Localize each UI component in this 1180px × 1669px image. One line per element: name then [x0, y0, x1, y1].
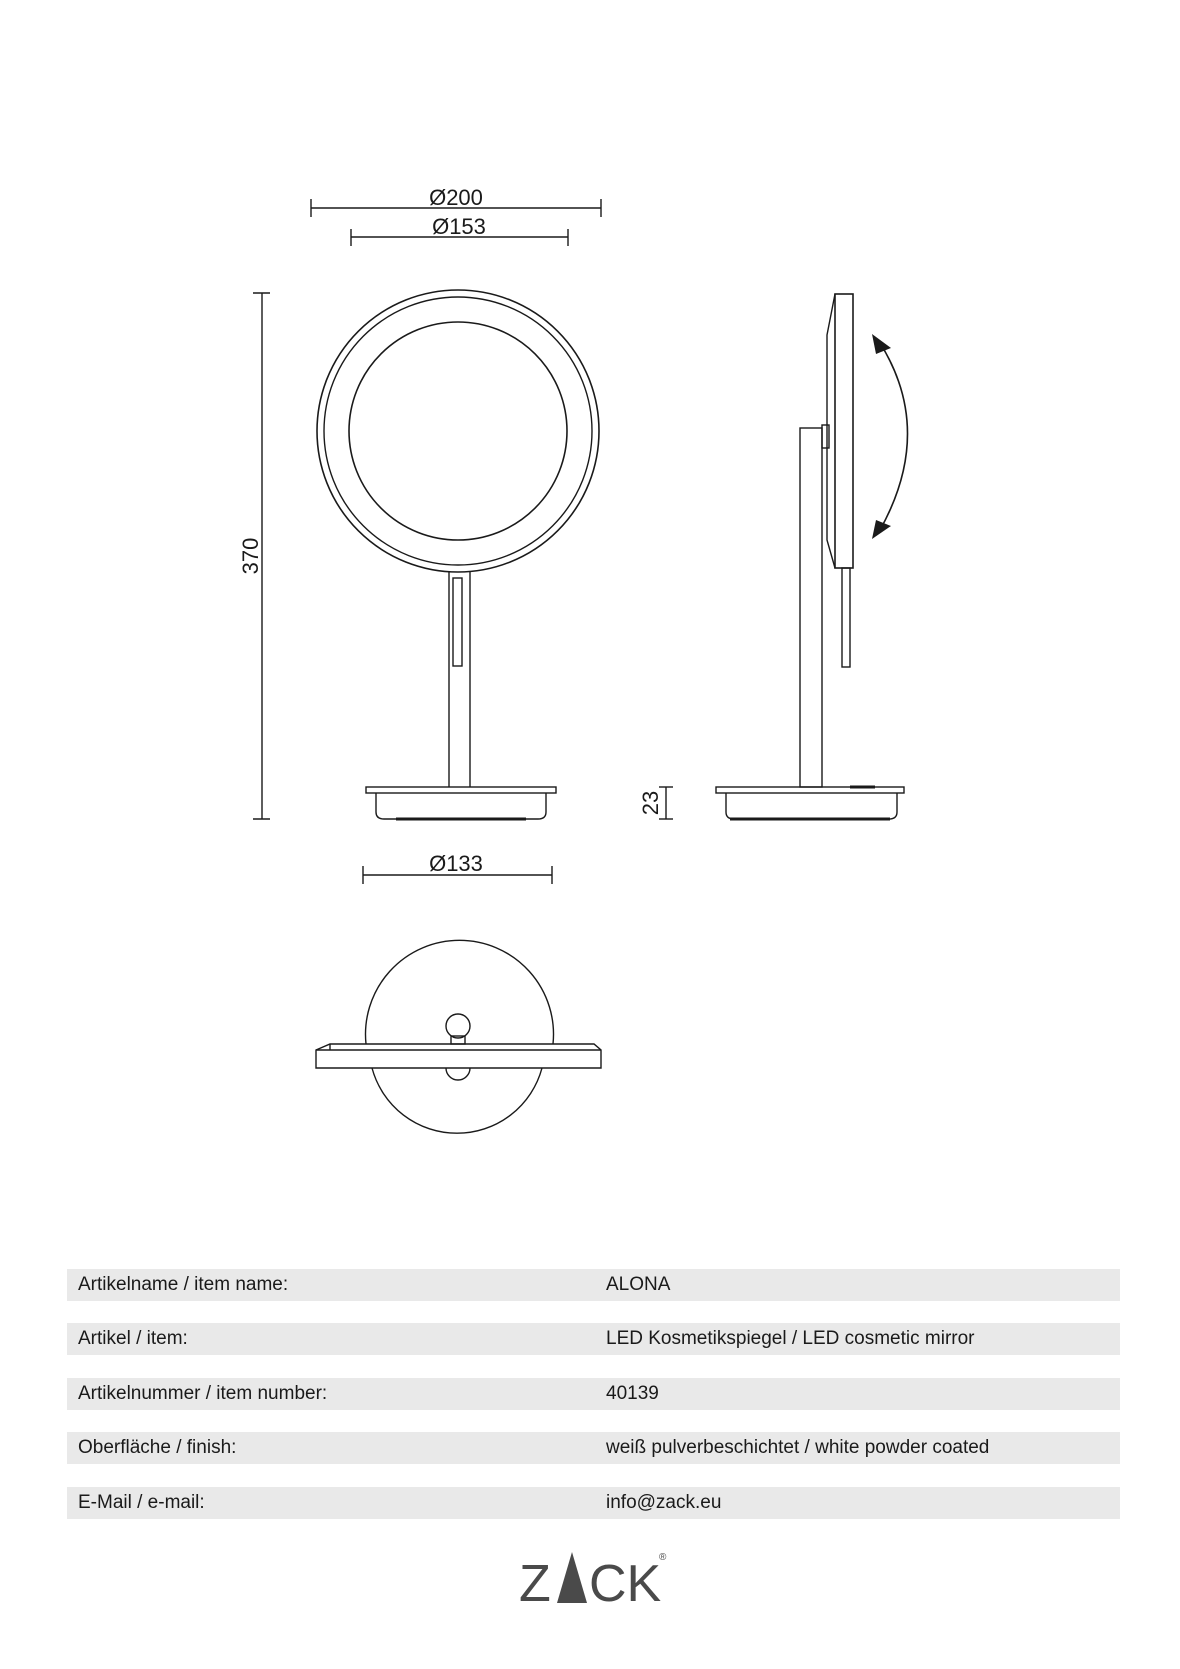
spec-row-item-name	[67, 1269, 1120, 1301]
side-view	[659, 294, 908, 819]
spec-value: 40139	[606, 1383, 659, 1404]
dim-base-diameter: Ø133	[429, 851, 483, 876]
spec-label: Artikel / item:	[78, 1328, 188, 1349]
svg-text:®: ®	[659, 1552, 667, 1563]
spec-value: weiß pulverbeschichtet / white powder coated	[606, 1437, 990, 1458]
spec-row-email	[67, 1487, 1120, 1519]
dim-base-height: 23	[638, 790, 663, 816]
spec-label: Artikelnummer / item number:	[78, 1383, 328, 1404]
spec-value: ALONA	[606, 1274, 671, 1295]
svg-text:Z: Z	[519, 1555, 551, 1608]
spec-value: LED Kosmetikspiegel / LED cosmetic mirror	[606, 1328, 975, 1349]
svg-text:CK: CK	[589, 1555, 662, 1608]
brand-logo	[519, 1548, 669, 1608]
spec-row-item-number	[67, 1378, 1120, 1410]
spec-label: Oberfläche / finish:	[78, 1437, 237, 1458]
dim-height: 370	[238, 537, 263, 575]
spec-label: E-Mail / e-mail:	[78, 1492, 205, 1513]
spec-label: Artikelname / item name:	[78, 1274, 289, 1295]
dim-inner-diameter: Ø153	[432, 214, 486, 239]
spec-row-item	[67, 1323, 1120, 1355]
spec-row-finish	[67, 1432, 1120, 1464]
zack-logo-icon	[519, 1548, 669, 1608]
spec-value: info@zack.eu	[606, 1492, 722, 1513]
front-view	[253, 199, 601, 884]
dim-outer-diameter: Ø200	[429, 185, 483, 210]
top-view	[316, 940, 601, 1133]
